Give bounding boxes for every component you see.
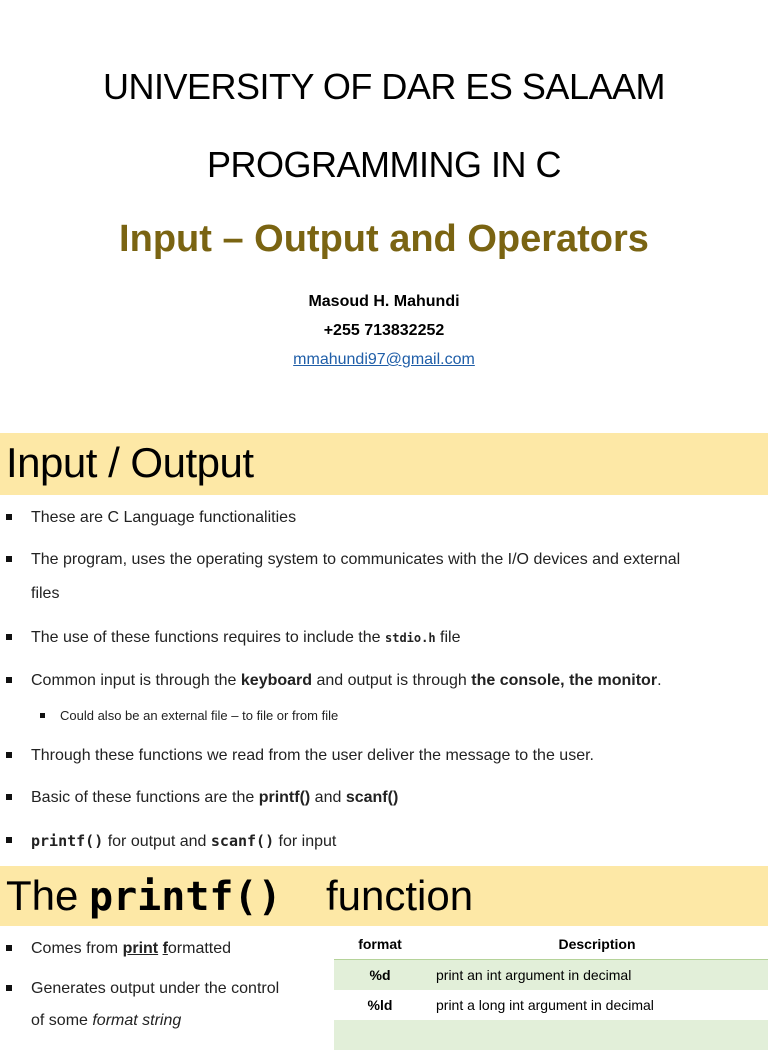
io-heading: Input / Output (6, 439, 254, 486)
printf-heading-code: printf() (89, 874, 282, 920)
table-header: Description (426, 928, 768, 960)
bullet-icon (6, 634, 12, 640)
io-heading-band (0, 433, 768, 495)
slide-subtitle: Input – Output and Operators (119, 218, 649, 260)
bullet-icon (6, 945, 12, 951)
code-stdio: stdio.h (385, 631, 436, 645)
bullet-icon (6, 556, 12, 562)
table-header: format (334, 928, 426, 960)
author-email-link[interactable]: mmahundi97@gmail.com (293, 351, 475, 368)
university-title: UNIVERSITY OF DAR ES SALAAM (103, 66, 665, 107)
printf-heading-post: function (326, 872, 474, 919)
printf-heading-band (0, 866, 768, 926)
table-row: %d print an int argument in decimal (334, 960, 768, 991)
course-title: PROGRAMMING IN C (206, 144, 561, 185)
bullet-icon (6, 985, 12, 991)
table-row (334, 1020, 768, 1050)
table-row: %ld print a long int argument in decimal (367, 997, 654, 1013)
bullet-icon (6, 514, 12, 520)
printf-heading-pre: The (6, 872, 79, 919)
author-name: Masoud H. Mahundi (308, 293, 460, 310)
format-table (334, 928, 768, 1050)
bullet-icon (6, 677, 12, 683)
bullet-icon (40, 713, 45, 718)
title-slide (0, 0, 768, 420)
bullet-icon (6, 837, 12, 843)
author-phone: +255 713832252 (323, 322, 445, 339)
bullet-icon (6, 794, 12, 800)
bullet-icon (6, 752, 12, 758)
